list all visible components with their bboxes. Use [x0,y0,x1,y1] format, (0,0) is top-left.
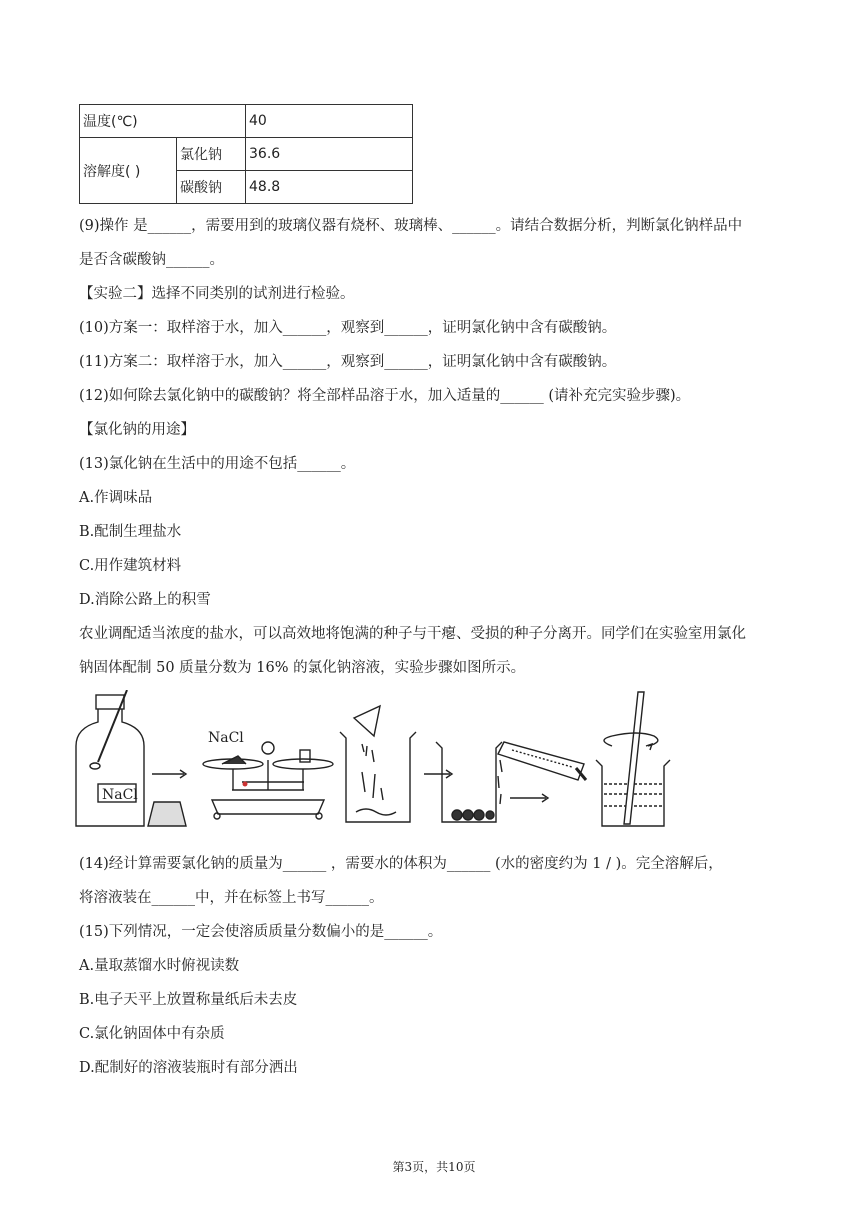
solubility-value-cell: 36.6 [246,138,413,171]
option-a: A.作调味品 [79,490,153,506]
option-c: C.用作建筑材料 [79,558,182,574]
option-a: A.量取蒸馏水时俯视读数 [79,958,240,974]
table-row [80,105,413,138]
question-14-line-1: (14)经计算需要氯化钠的质量为______ ，需要水的体积为______ (水的密度约为 1 / )。完全溶解后， [79,856,723,872]
balance-label: NaCl [208,730,244,746]
page-footer: 第3页，共10页 [392,1160,476,1174]
paragraph-line-1: 农业调配适当浓度的盐水，可以高效地将饱满的种子与干瘪、受损的种子分离开。同学们在实验室用氯化 [79,626,746,642]
question-15: (15)下列情况，一定会使溶质质量分数偏小的是______。 [79,924,443,940]
solubility-table [79,104,413,204]
temperature-label-cell: 温度(℃) [80,105,246,138]
balance-scale-icon [203,742,333,819]
graduated-cylinder-icon [498,742,586,780]
question-9-line-2: 是否含碳酸钠______。 [79,252,224,268]
arrow-icon [152,770,186,778]
option-b: B.配制生理盐水 [79,524,182,540]
substance-name-cell: 碳酸钠 [177,171,246,204]
bottle-cap-icon [148,802,186,826]
question-13: (13)氯化钠在生活中的用途不包括______。 [79,456,356,472]
beaker-with-stirring-rod-icon [596,692,670,826]
option-d: D.配制好的溶液装瓶时有部分洒出 [79,1060,298,1076]
uses-heading: 【氯化钠的用途】 [79,422,195,438]
beaker-icon [340,706,416,822]
question-10: (10)方案一：取样溶于水，加入______，观察到______，证明氯化钠中含有碳酸钠。 [79,320,617,336]
question-14-line-2: 将溶液装在______中，并在标签上书写______。 [79,890,384,906]
question-9-line-1: (9)操作 是______，需要用到的玻璃仪器有烧杯、玻璃棒、______。请结合数据分析，判断氯化钠样品中 [79,218,743,234]
experiment-steps-figure [72,690,682,840]
question-11: (11)方案二：取样溶于水，加入______，观察到______，证明氯化钠中含有碳酸钠。 [79,354,617,370]
solubility-label-cell: 溶解度( ) [80,138,177,204]
option-c: C.氯化钠固体中有杂质 [79,1026,225,1042]
option-d: D.消除公路上的积雪 [79,592,211,608]
temperature-value-cell: 40 [246,105,413,138]
bottle-label: NaCl [102,787,138,803]
beaker-icon [436,742,502,822]
reagent-bottle-icon [76,690,144,826]
question-12: (12)如何除去氯化钠中的碳酸钠？将全部样品溶于水，加入适量的______ (请补充完实验步骤)。 [79,388,691,404]
option-b: B.电子天平上放置称量纸后未去皮 [79,992,298,1008]
table-row [80,138,413,171]
arrow-icon [510,794,548,802]
substance-name-cell: 氯化钠 [177,138,246,171]
arrow-icon [424,770,452,778]
experiment-2-heading: 【实验二】选择不同类别的试剂进行检验。 [79,286,355,302]
paragraph-line-2: 钠固体配制 50 质量分数为 16% 的氯化钠溶液，实验步骤如图所示。 [79,660,526,676]
solubility-value-cell: 48.8 [246,171,413,204]
